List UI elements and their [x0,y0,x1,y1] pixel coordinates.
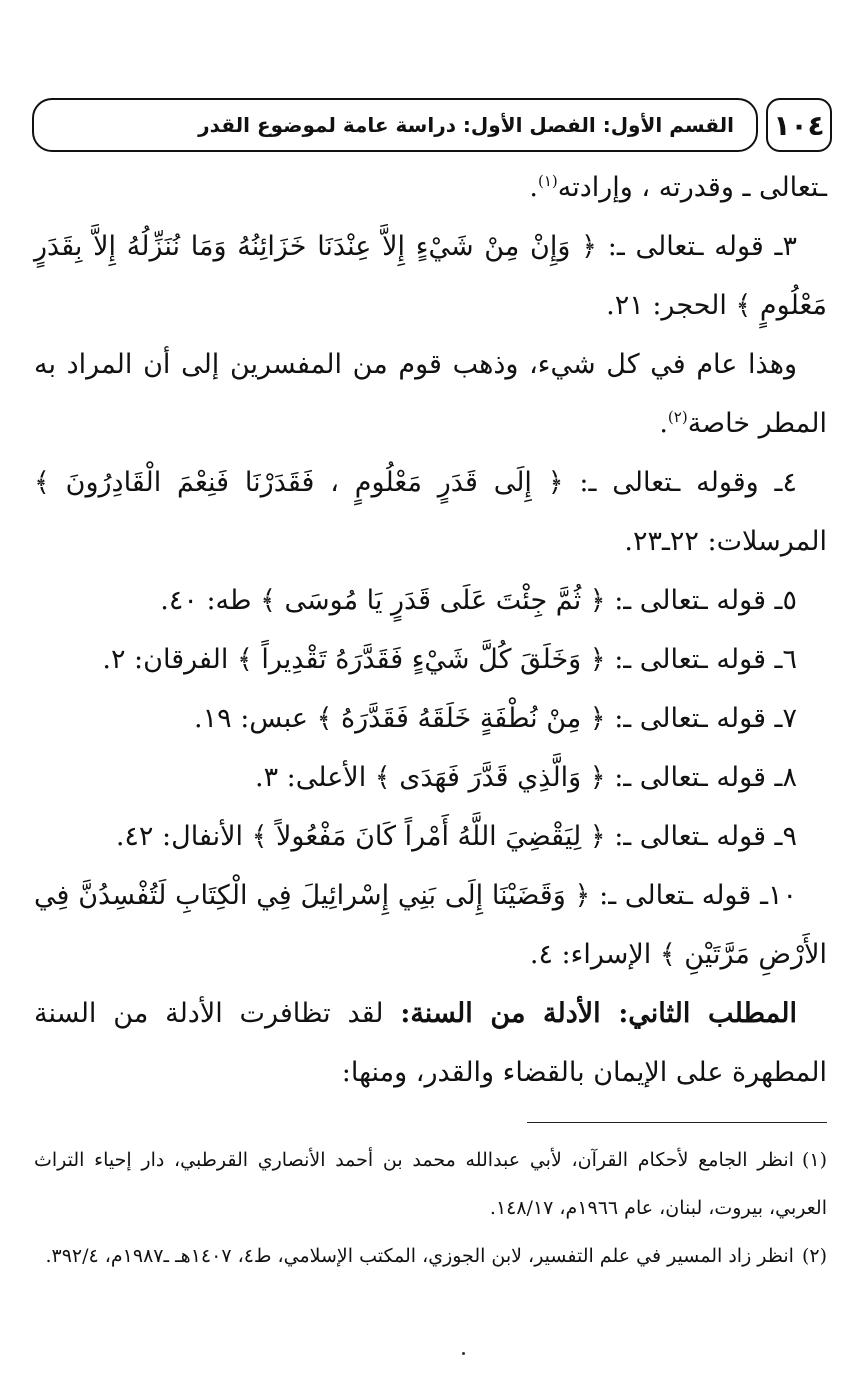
item-10-prefix: ١٠ـ قوله ـتعالى ـ: [590,880,797,911]
commentary-end: . [659,408,668,439]
section-heading: المطلب الثاني: الأدلة من السنة: [400,998,797,1029]
footnote-2 [34,1232,827,1280]
item-8-reference: الأعلى: ٣. [254,762,375,793]
item-7-verse: ﴿ مِنْ نُطْفَةٍ خَلَقَهُ فَقَدَّرَهُ ﴾ [316,703,606,734]
item-4-verse: ﴿ إِلَى قَدَرٍ مَعْلُومٍ ، فَقَدَرْنَا فَنِعْمَ الْقَادِرُونَ ﴾ [34,467,564,498]
item-9-prefix: ٩ـ قوله ـتعالى ـ: [605,821,797,852]
page-header [32,98,832,152]
continuation-text: ـتعالى ـ وقدرته ، وإرادته [557,172,827,203]
section-text: لقد تظافرت الأدلة من السنة المطهرة على الإيمان بالقضاء والقدر، ومنها: [34,998,827,1088]
scan-speck [462,1352,465,1355]
evidence-item-10 [34,866,827,984]
item-6-verse: ﴿ وَخَلَقَ كُلَّ شَيْءٍ فَقَدَّرَهُ تَقْدِيراً ﴾ [236,644,606,675]
footnote-2-number: (٢) [801,1245,827,1267]
footnote-divider [527,1122,827,1123]
item-8-verse: ﴿ وَالَّذِي قَدَّرَ فَهَدَى ﴾ [374,762,606,793]
item-3-verse: ﴿ وَإِنْ مِنْ شَيْءٍ إِلاَّ عِنْدَنَا خَزَائِنُهُ وَمَا نُنَزِّلُهُ إِلاَّ بِقَدَرٍ مَعْلُومٍ ﴾ [34,231,827,321]
evidence-item-9 [34,807,827,866]
evidence-item-7 [34,689,827,748]
evidence-item-8 [34,748,827,807]
running-title-frame [32,98,758,152]
item-4-prefix: ٤ـ وقوله ـتعالى ـ: [563,467,797,498]
evidence-item-5 [34,571,827,630]
footnote-1-number: (١) [801,1149,827,1171]
item-5-prefix: ٥ـ قوله ـتعالى ـ: [605,585,797,616]
footnote-2-text: انظر زاد المسير في علم التفسير، لابن الجوزي، المكتب الإسلامي، ط٤، ١٤٠٧هـ ـ١٩٨٧م، ٣٩٢/٤. [45,1245,794,1267]
item-3-reference: الحجر: ٢١. [606,290,736,321]
footnote-1 [34,1136,827,1232]
item-4-reference: المرسلات: ٢٢ـ٢٣. [624,526,827,557]
item-6-reference: الفرقان: ٢. [102,644,237,675]
item-5-verse: ﴿ ثُمَّ جِئْتَ عَلَى قَدَرٍ يَا مُوسَى ﴾ [260,585,606,616]
running-title: القسم الأول: الفصل الأول: دراسة عامة لموضوع القدر [198,113,734,137]
item-3-prefix: ٣ـ قوله ـتعالى ـ: [597,231,797,262]
item-5-reference: طه: ٤٠. [160,585,261,616]
item-9-reference: الأنفال: ٤٢. [115,821,252,852]
evidence-item-3 [34,217,827,335]
footnotes [34,1136,827,1280]
item-10-verse: ﴿ وَقَضَيْنَا إِلَى بَنِي إِسْرائِيلَ فِي الْكِتَابِ لَتُفْسِدُنَّ فِي الأَرْضِ مَرَّتَيْنِ ﴾ [34,880,827,970]
footnote-1-text: انظر الجامع لأحكام القرآن، لأبي عبدالله محمد بن أحمد الأنصاري القرطبي، دار إحياء التراث العربي، بيروت، لبنان، عام ١٩٦٦م، ١٤٨/١٧. [34,1149,827,1219]
paragraph-continuation [34,158,827,217]
item-7-prefix: ٧ـ قوله ـتعالى ـ: [605,703,797,734]
commentary-text: وهذا عام في كل شيء، وذهب قوم من المفسرين إلى أن المراد به المطر خاصة [34,349,827,439]
evidence-item-4 [34,453,827,571]
item-8-prefix: ٨ـ قوله ـتعالى ـ: [605,762,797,793]
item-7-reference: عبس: ١٩. [194,703,317,734]
item-10-reference: الإسراء: ٤. [529,939,660,970]
item-6-prefix: ٦ـ قوله ـتعالى ـ: [605,644,797,675]
continuation-end: . [529,172,538,203]
commentary-paragraph [34,335,827,453]
page-number: ١٠٤ [766,98,832,152]
evidence-item-6 [34,630,827,689]
footnote-ref-2[interactable]: (٢) [667,408,688,426]
section-paragraph [34,984,827,1102]
page-body [34,158,827,1102]
footnote-ref-1[interactable]: (١) [537,172,558,190]
item-9-verse: ﴿ لِيَقْضِيَ اللَّهُ أَمْراً كَانَ مَفْعُولاً ﴾ [251,821,606,852]
